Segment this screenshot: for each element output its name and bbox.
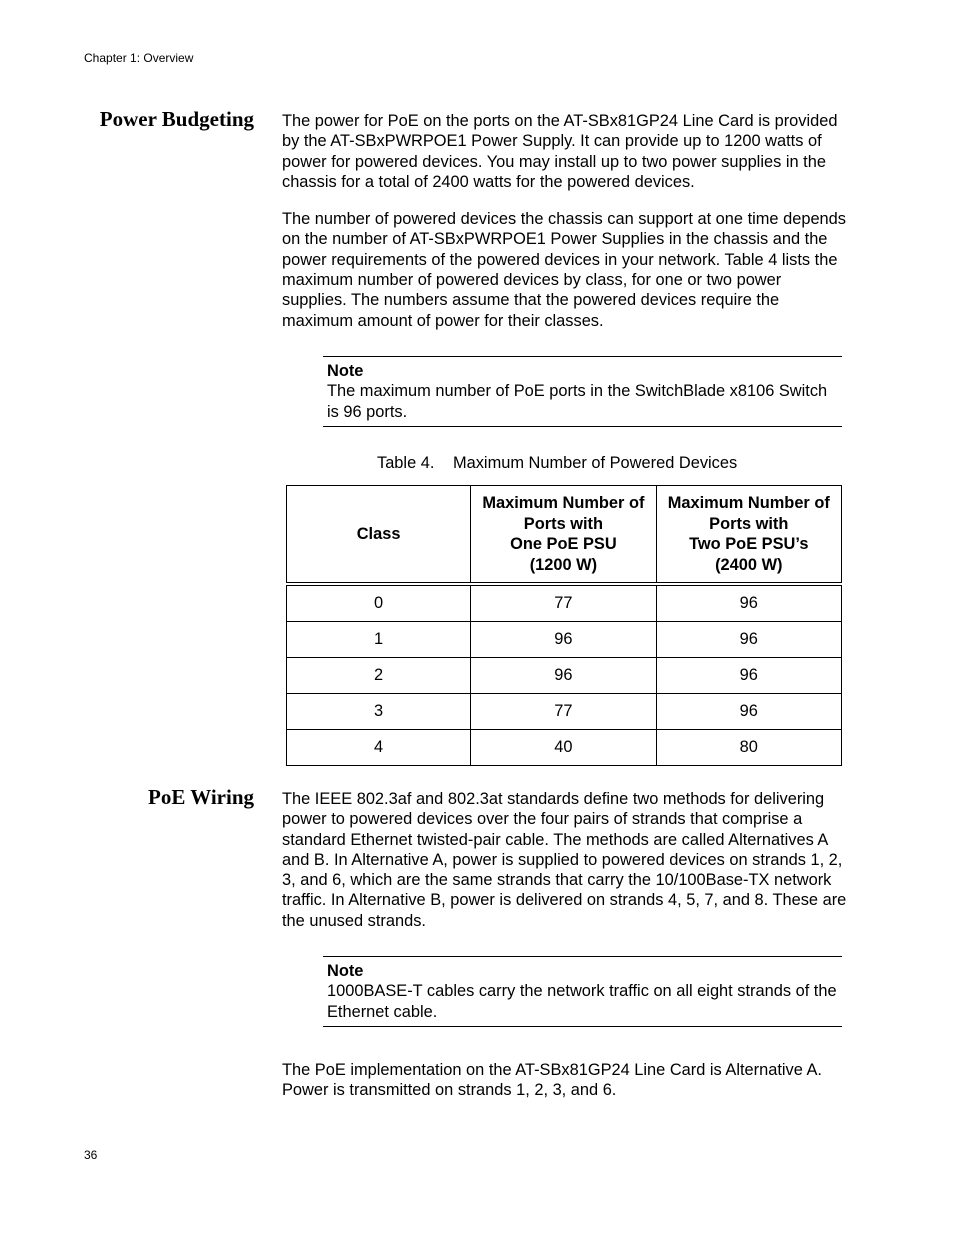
- power-budgeting-body: [282, 111, 847, 331]
- note-label: Note: [327, 962, 364, 980]
- table-header-row: [287, 486, 842, 585]
- table-cell-two-psu: 96: [656, 658, 841, 694]
- paragraph: The number of powered devices the chassis can support at one time depends on the number of AT-SBxPWRPOE1 Power Supplies in the chassis and the power requirements of the powered devices in your network. Table 4 lists the maximum number of powered devices by class, for one or two power supplies. The numbers assume that the powered devices require the maximum amount of power for their classes.: [282, 210, 846, 330]
- table-cell-two-psu: 96: [656, 584, 841, 622]
- table-caption-title: Maximum Number of Powered Devices: [452, 454, 738, 472]
- header-line: Maximum Number of: [667, 494, 830, 512]
- section-title-power-budgeting: Power Budgeting: [99, 107, 254, 131]
- table-cell-one-psu: 40: [471, 730, 656, 766]
- header-line: Class: [356, 524, 401, 543]
- page-number: 36: [84, 1148, 98, 1162]
- table-cell-two-psu: 80: [656, 730, 841, 766]
- note-box: [323, 956, 842, 1027]
- table-row: [287, 584, 842, 622]
- header-line: Maximum Number of: [482, 494, 645, 512]
- table-caption: [377, 454, 737, 473]
- header-line: (1200 W): [529, 555, 598, 574]
- table-row: [287, 694, 842, 730]
- table-cell-class: 1: [287, 622, 471, 658]
- paragraph: The power for PoE on the ports on the AT-SBx81GP24 Line Card is provided by the AT-SBxPWRPOE1 Power Supply. It can provide up to 1200 watts of power for powered devices. You may install up to two power supplies in the chassis for a total of 2400 watts for the powered devices.: [282, 112, 838, 191]
- note-text: The maximum number of PoE ports in the SwitchBlade x8106 Switch is 96 ports.: [327, 382, 828, 421]
- table-cell-class: 3: [287, 694, 471, 730]
- note-label: Note: [327, 362, 364, 380]
- column-header-one-psu: [471, 486, 656, 585]
- table-cell-class: 0: [287, 584, 471, 622]
- header-line: Ports with: [709, 514, 789, 533]
- header-line: (2400 W): [715, 555, 783, 574]
- section-title-poe-wiring: PoE Wiring: [148, 785, 254, 809]
- table-cell-one-psu: 77: [471, 584, 656, 622]
- poe-implementation-body: [282, 1060, 847, 1101]
- header-line: Ports with: [523, 514, 604, 533]
- table-row: [287, 622, 842, 658]
- note-box: [323, 356, 842, 427]
- header-line: One PoE PSU: [510, 535, 617, 553]
- paragraph: The PoE implementation on the AT-SBx81GP24 Line Card is Alternative A. Power is transmitted on strands 1, 2, 3, and 6.: [282, 1061, 822, 1100]
- table-cell-class: 2: [287, 658, 471, 694]
- running-header: Chapter 1: Overview: [84, 51, 194, 65]
- table-cell-one-psu: 96: [471, 622, 656, 658]
- paragraph: The IEEE 802.3af and 802.3at standards define two methods for delivering power to powered devices over the four pairs of strands that comprise a standard Ethernet twisted-pair cable. The methods are called Alternatives A and B. In Alternative A, power is supplied to powered devices on strands 1, 2, 3, and 6, which are the same strands that carry the 10/100Base-TX network traffic. In Alternative B, power is delivered on strands 4, 5, 7, and 8. These are the unused strands.: [282, 790, 847, 930]
- table-cell-class: 4: [287, 730, 471, 766]
- table-cell-one-psu: 96: [471, 658, 656, 694]
- table-row: [287, 658, 842, 694]
- table-caption-number: Table 4.: [377, 454, 435, 472]
- table-cell-two-psu: 96: [656, 694, 841, 730]
- column-header-class: [287, 486, 471, 585]
- table-cell-one-psu: 77: [471, 694, 656, 730]
- note-text: 1000BASE-T cables carry the network traffic on all eight strands of the Ethernet cable.: [327, 982, 837, 1021]
- table-row: [287, 730, 842, 766]
- poe-wiring-body: [282, 789, 847, 931]
- table-cell-two-psu: 96: [656, 622, 841, 658]
- column-header-two-psu: [656, 486, 841, 585]
- header-line: Two PoE PSU’s: [689, 535, 809, 553]
- powered-devices-table: [286, 485, 842, 766]
